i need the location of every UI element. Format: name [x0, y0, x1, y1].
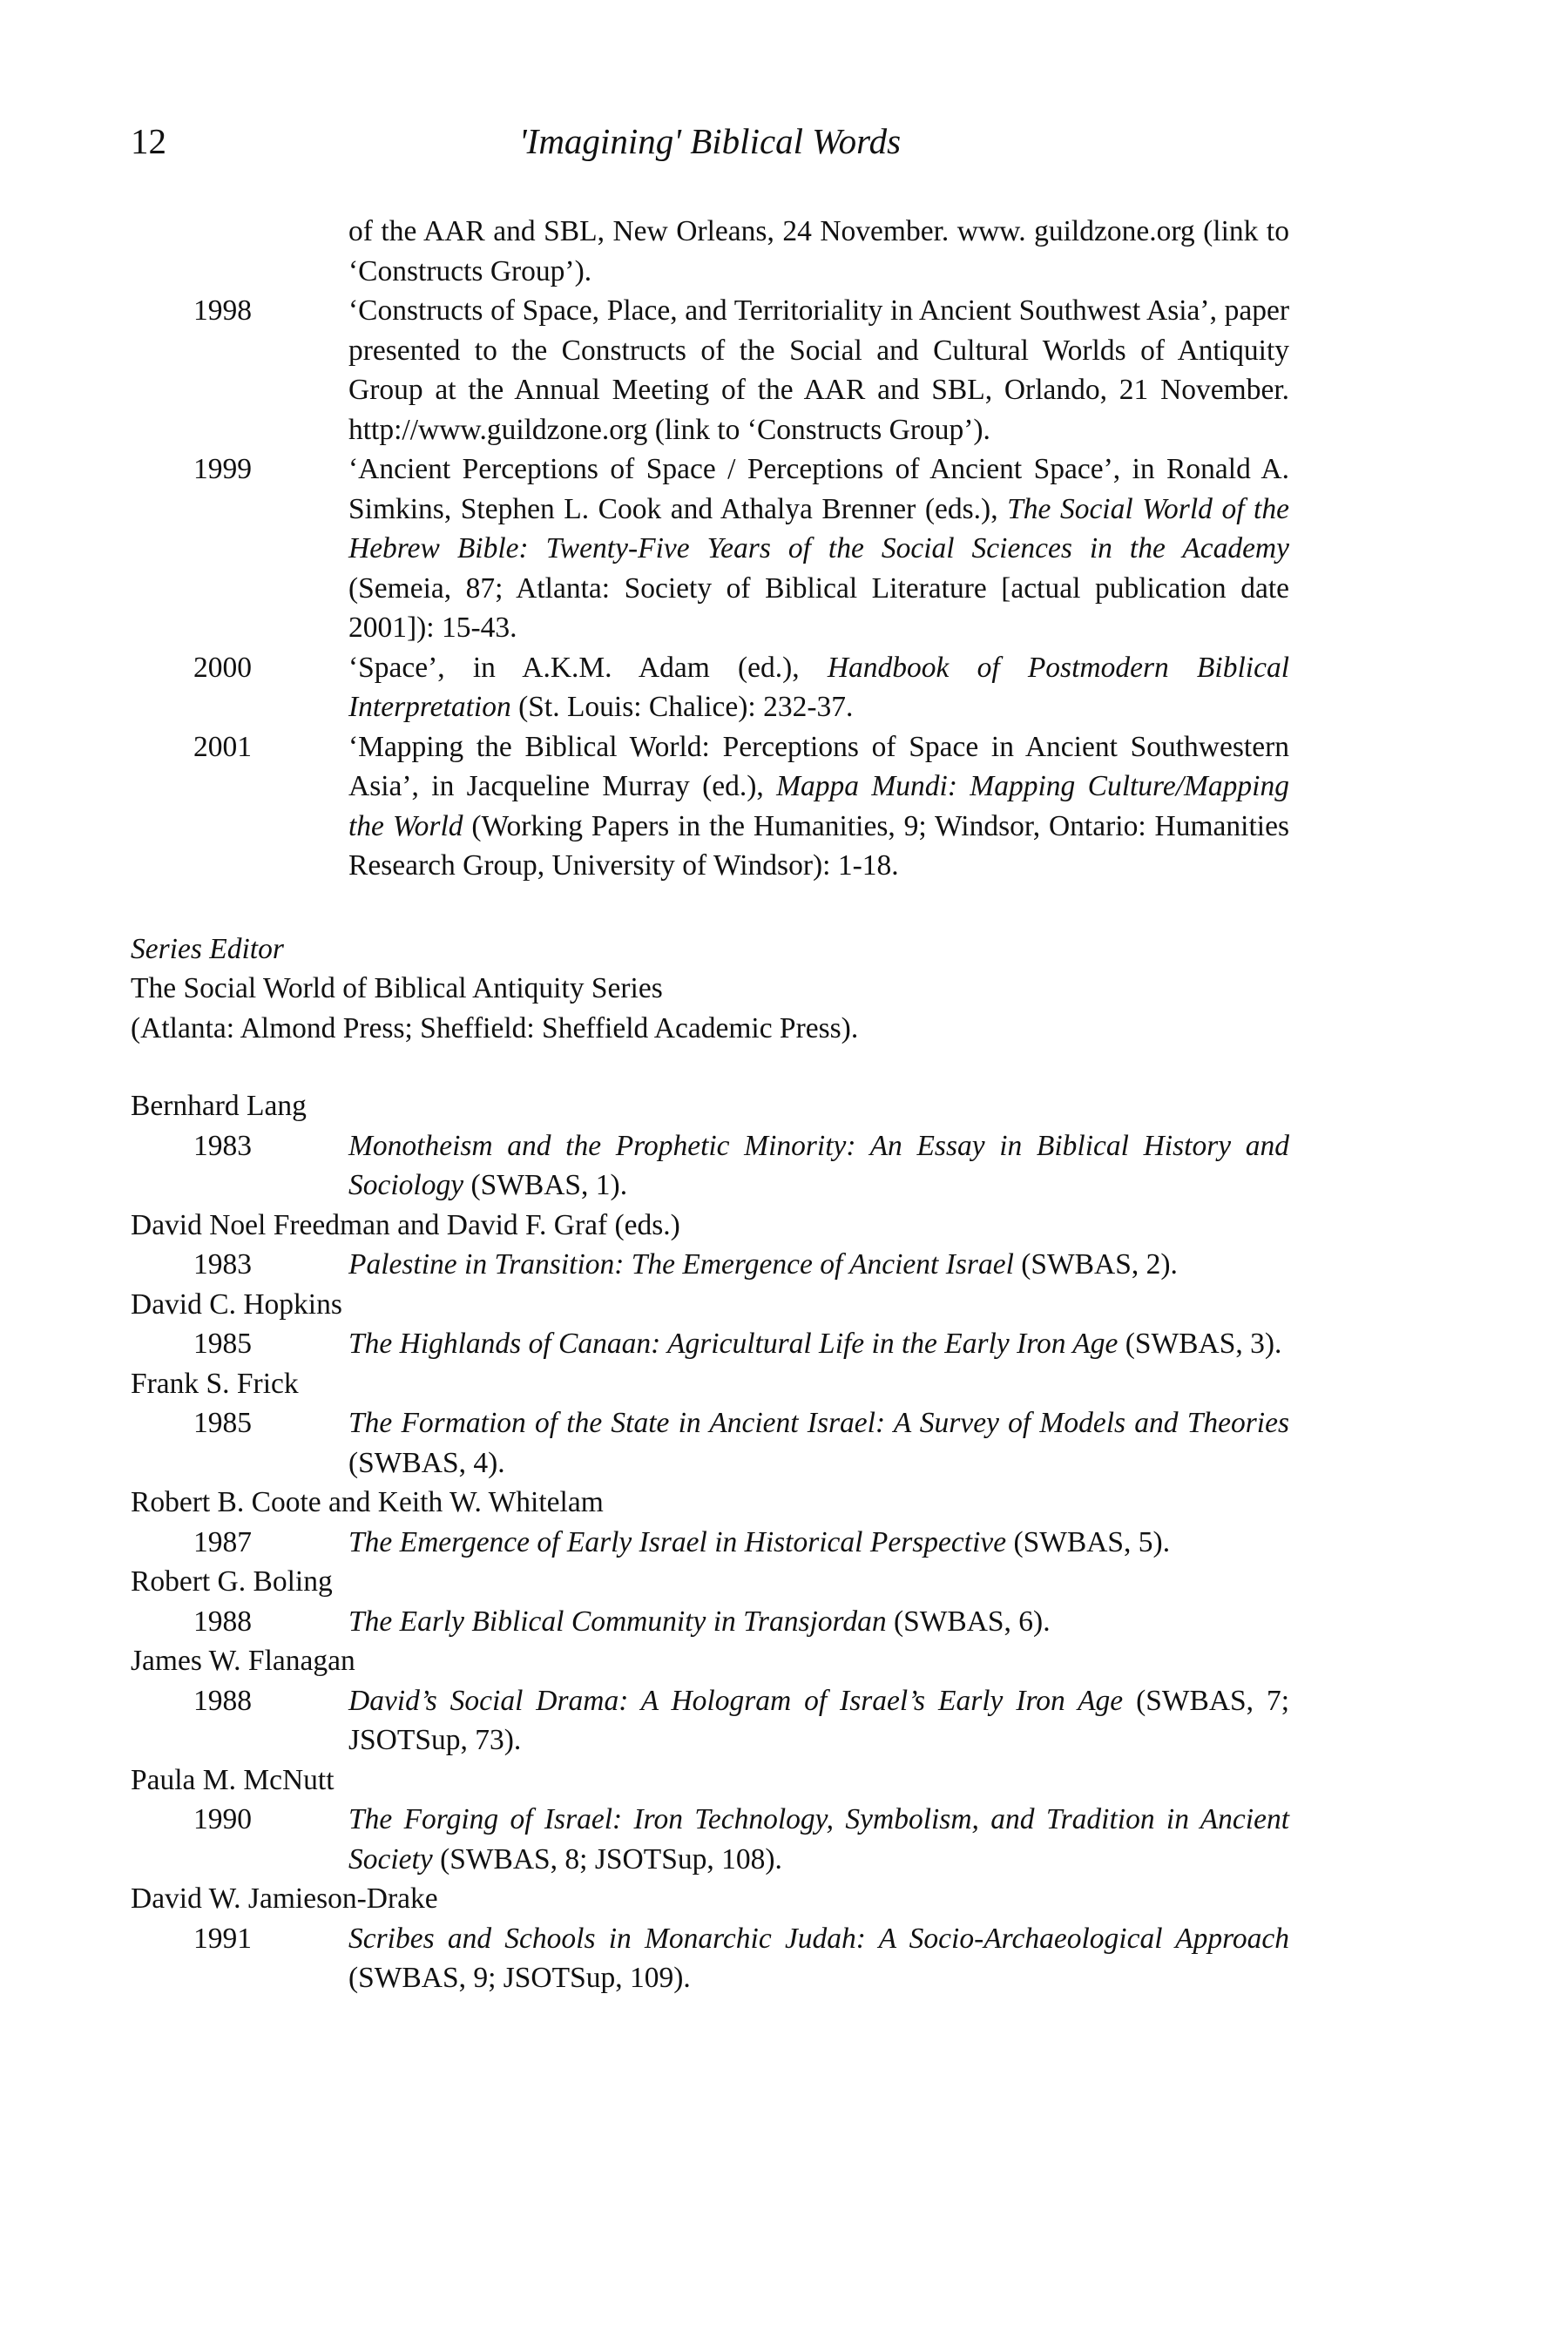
series-name: The Social World of Biblical Antiquity Series: [131, 972, 663, 1004]
entry-year: 2000: [193, 651, 252, 684]
entry-title: Monotheism and the Prophetic Minority: An Essay in Biblical History and Sociology: [348, 1129, 1289, 1201]
entry-text: [348, 291, 1289, 449]
entry-title: The Early Biblical Community in Transjordan: [348, 1605, 887, 1638]
series-author: David W. Jamieson-Drake: [131, 1882, 438, 1915]
entry-text: [348, 1523, 1289, 1563]
series-author: David Noel Freedman and David F. Graf (eds.): [131, 1208, 680, 1241]
entry-title: The Highlands of Canaan: Agricultural Life in the Early Iron Age: [348, 1328, 1119, 1360]
entry-title: David’s Social Drama: A Hologram of Israel’s Early Iron Age: [348, 1684, 1124, 1717]
entry-year: 1990: [193, 1803, 252, 1835]
entry-detail: (SWBAS, 4).: [348, 1446, 505, 1479]
entry-detail: (Semeia, 87; Atlanta: Society of Biblical Literature [actual publication date 2001]): 15-43.: [348, 571, 1289, 644]
entry-detail: ‘Ancient Perceptions of Space / Perceptions of Ancient Space’, in Ronald A. Simkins, Stephen L. Cook and Athalya Brenner (eds.),: [348, 453, 1289, 525]
bibliography-entry: [131, 449, 1289, 648]
entry-text: [348, 1324, 1289, 1364]
entry-detail: ‘Constructs of Space, Place, and Territoriality in Ancient Southwest Asia’, paper presented to the Constructs of the Social and Cultural Worlds of Antiquity Group at the Annual Meeting of the AAR and SBL, Orlando, 21 November. http://www.guildzone.org (link to ‘Constructs Group’).: [348, 294, 1289, 446]
entry-detail: of the AAR and SBL, New Orleans, 24 November. www. guildzone.org (link to ‘Constructs Group’).: [348, 215, 1289, 287]
bibliography-entry: [131, 1324, 1289, 1364]
entry-title: Scribes and Schools in Monarchic Judah: A Socio-Archaeological Approach: [348, 1922, 1289, 1955]
entry-text: [348, 648, 1289, 727]
entry-year: 2001: [193, 730, 252, 763]
series-publishers: (Atlanta: Almond Press; Sheffield: Sheffield Academic Press).: [131, 1011, 859, 1044]
bibliography-entry: [131, 1126, 1289, 1206]
entry-year: 1983: [193, 1248, 252, 1281]
entry-year: 1985: [193, 1328, 252, 1360]
entry-title: The Social World of the Hebrew Bible: Twenty-Five Years of the Social Sciences in the Academy: [348, 492, 1289, 564]
entry-detail: (SWBAS, 3).: [1118, 1328, 1282, 1360]
series-author: Robert G. Boling: [131, 1565, 333, 1598]
entry-title: The Formation of the State in Ancient Israel: A Survey of Models and Theories: [348, 1407, 1289, 1439]
entry-text: [348, 212, 1289, 291]
entry-detail: ‘Mapping the Biblical World: Perceptions of Space in Ancient Southwestern Asia’, in Jacqueline Murray (ed.),: [348, 730, 1289, 802]
bibliography-entry: [131, 648, 1289, 727]
series-editor-label: Series Editor: [131, 932, 284, 965]
series-author: Paula M. McNutt: [131, 1763, 335, 1796]
bibliography-entry: [131, 291, 1289, 449]
running-head: [131, 120, 1289, 172]
bibliography-entry: [131, 1681, 1289, 1761]
entry-detail: ‘Space’, in A.K.M. Adam (ed.),: [348, 651, 828, 684]
entry-text: [348, 1403, 1289, 1483]
entry-title: Mappa Mundi: Mapping Culture/Mapping the World: [348, 770, 1289, 842]
entry-year: 1987: [193, 1525, 252, 1558]
entry-text: [348, 1919, 1289, 1998]
entry-detail: (SWBAS, 7; JSOTSup, 73).: [348, 1684, 1289, 1756]
entry-text: [348, 449, 1289, 648]
entry-text: [348, 1800, 1289, 1879]
series-author: Bernhard Lang: [131, 1090, 307, 1122]
entry-text: [348, 1245, 1289, 1285]
series-author: Robert B. Coote and Keith W. Whitelam: [131, 1486, 604, 1518]
bibliography-entry: [131, 1919, 1289, 1998]
publication-list: [131, 212, 1289, 886]
entry-title: Palestine in Transition: The Emergence of Ancient Israel: [348, 1248, 1014, 1281]
entry-year: 1991: [193, 1922, 252, 1955]
entry-text: [348, 1681, 1289, 1761]
entry-detail: (Working Papers in the Humanities, 9; Windsor, Ontario: Humanities Research Group, University of Windsor): 1-18.: [348, 809, 1289, 882]
bibliography-entry: [131, 1523, 1289, 1563]
entry-detail: (SWBAS, 8; JSOTSup, 108).: [432, 1842, 782, 1876]
series-volume-list: [131, 1086, 1289, 1998]
entry-detail: (SWBAS, 6).: [886, 1605, 1051, 1638]
entry-title: Handbook of Postmodern Biblical Interpretation: [348, 651, 1289, 723]
series-author: Frank S. Frick: [131, 1367, 299, 1400]
bibliography-entry: [131, 1403, 1289, 1483]
entry-year: 1998: [193, 294, 252, 327]
entry-year: 1985: [193, 1407, 252, 1439]
bibliography-entry: [131, 1602, 1289, 1642]
entry-title: The Emergence of Early Israel in Historical Perspective: [348, 1525, 1007, 1558]
entry-year: 1988: [193, 1605, 252, 1638]
entry-text: [348, 727, 1289, 886]
series-author: David C. Hopkins: [131, 1288, 342, 1321]
bibliography-entry: [131, 727, 1289, 886]
entry-year: 1999: [193, 453, 252, 485]
page-number: 12: [131, 121, 166, 161]
body-text: [131, 212, 1289, 1998]
entry-detail: (SWBAS, 2).: [1013, 1248, 1178, 1281]
entry-year: 1988: [193, 1684, 252, 1717]
bibliography-entry: [131, 1800, 1289, 1879]
bibliography-entry: [131, 212, 1289, 291]
entry-text: [348, 1126, 1289, 1206]
entry-detail: (SWBAS, 1).: [463, 1169, 628, 1201]
series-author: James W. Flanagan: [131, 1645, 355, 1677]
entry-detail: (SWBAS, 5).: [1006, 1525, 1171, 1558]
entry-year: [131, 212, 348, 291]
entry-detail: (St. Louis: Chalice): 232-37.: [510, 691, 854, 723]
entry-detail: (SWBAS, 9; JSOTSup, 109).: [348, 1962, 691, 1994]
bibliography-entry: [131, 1245, 1289, 1285]
running-title: 'Imagining' Biblical Words: [518, 121, 902, 161]
entry-title: The Forging of Israel: Iron Technology, Symbolism, and Tradition in Ancient Society: [348, 1803, 1289, 1876]
entry-text: [348, 1602, 1289, 1642]
entry-year: 1983: [193, 1129, 252, 1162]
